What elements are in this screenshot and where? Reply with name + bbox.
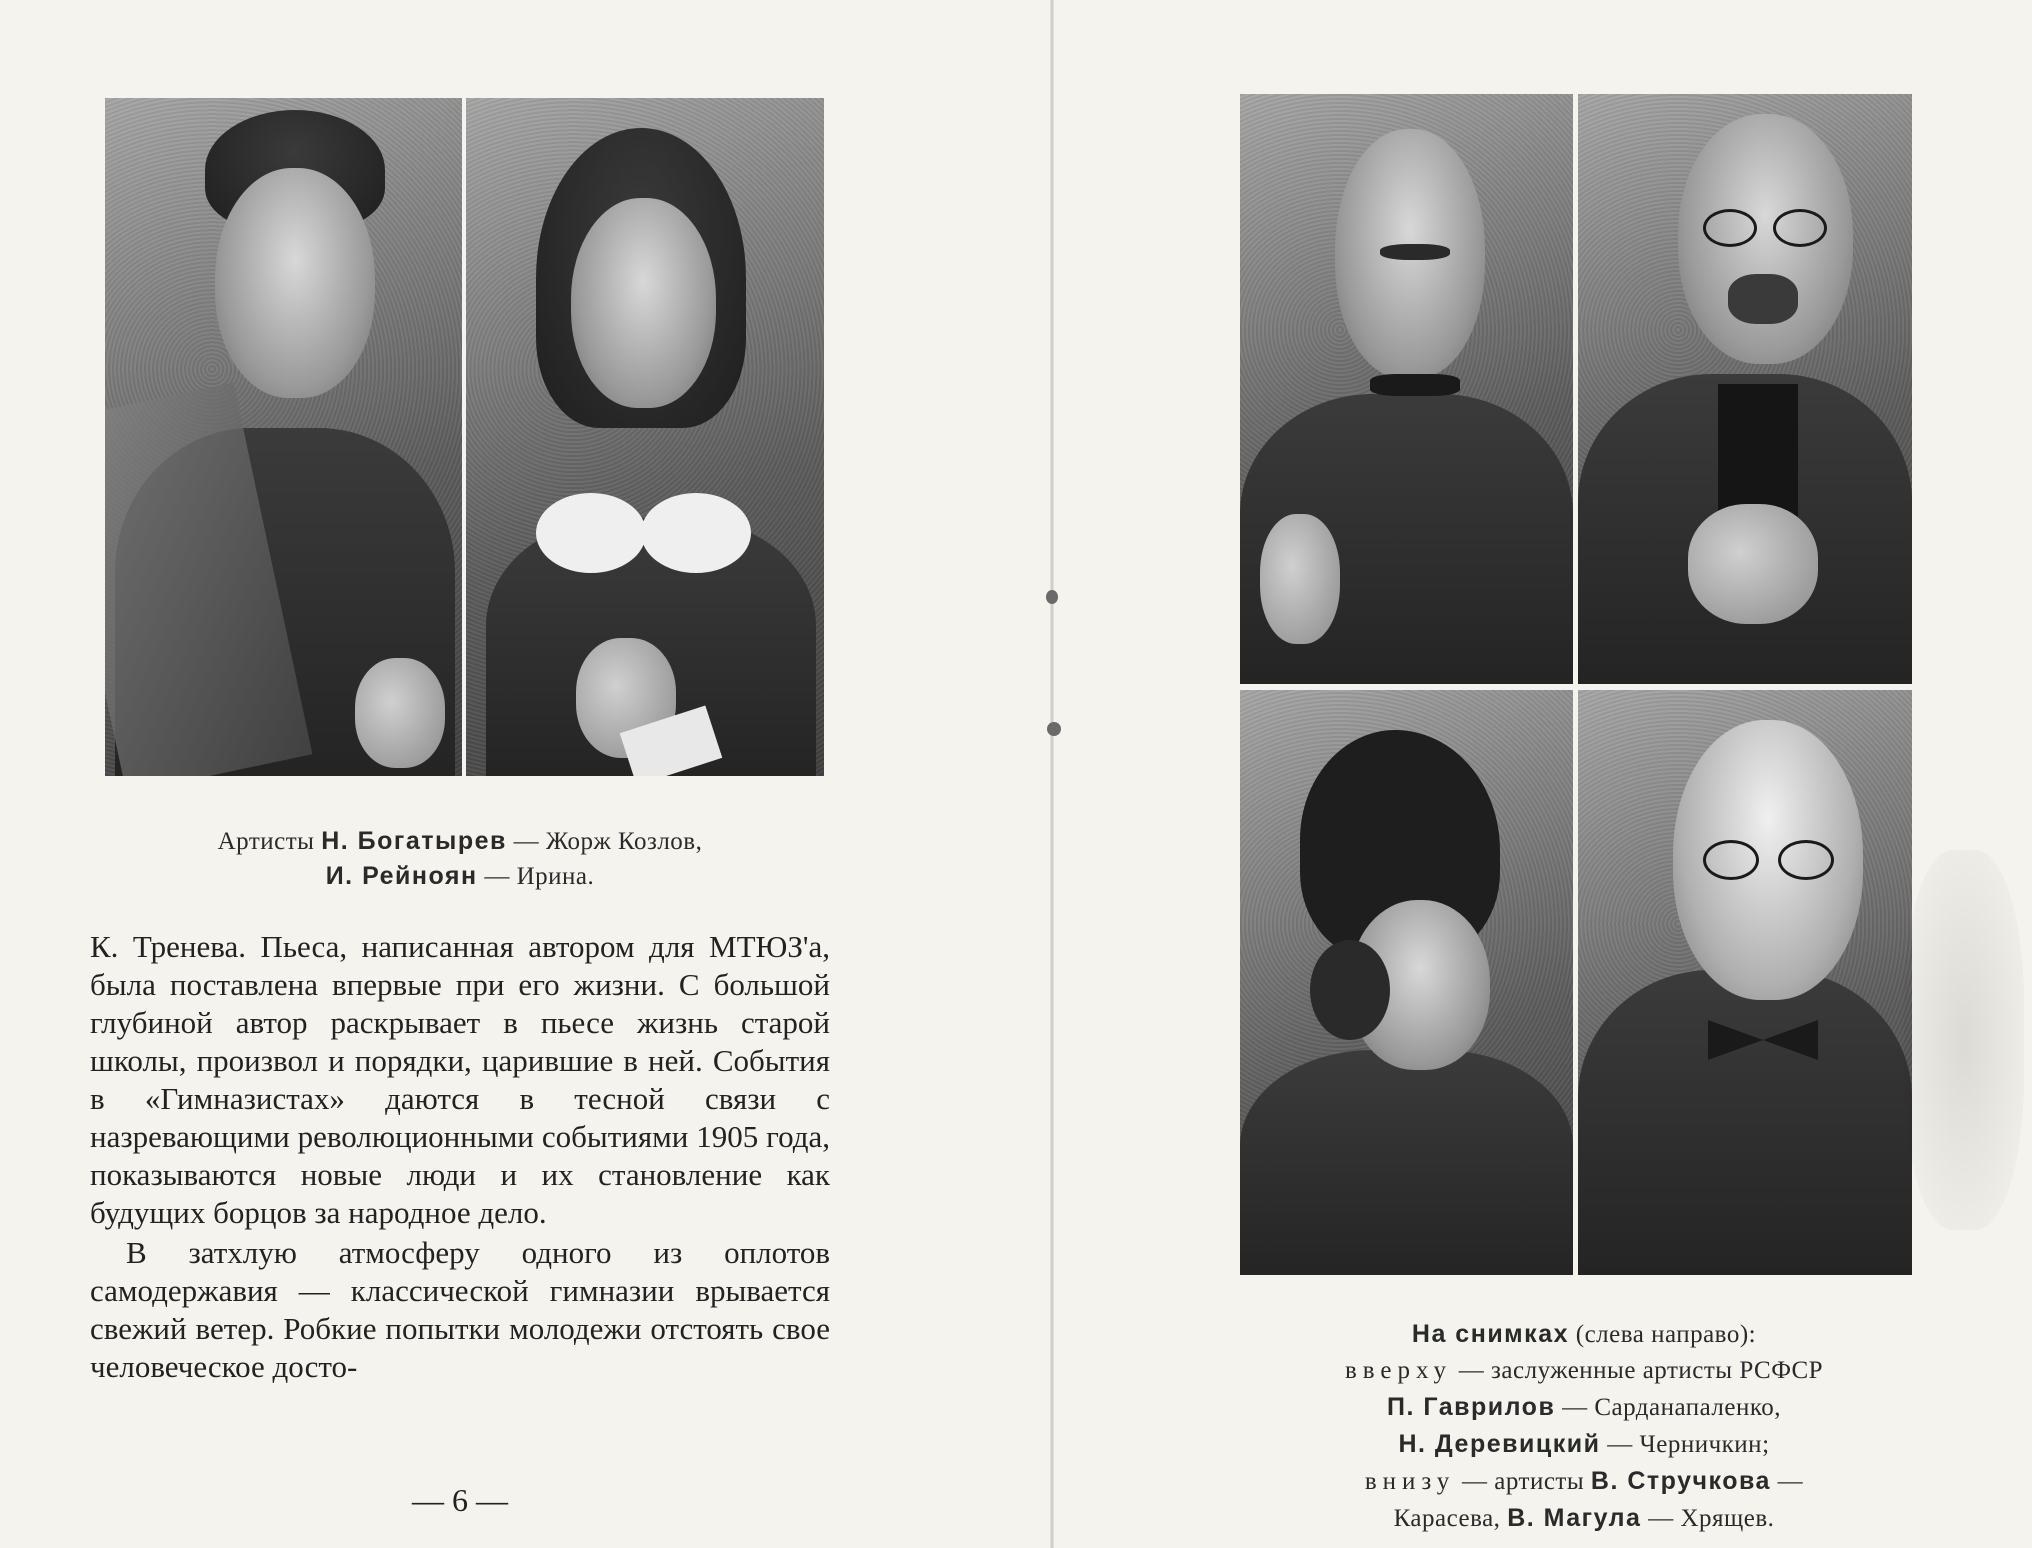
caption-actor: Н. Богатырев bbox=[321, 827, 507, 855]
caption-role: Сарданапаленко, bbox=[1594, 1394, 1781, 1421]
caption-role: Ирина. bbox=[516, 863, 595, 890]
photo-bogatyrev bbox=[105, 98, 462, 776]
caption-role: Черничкин; bbox=[1639, 1431, 1770, 1458]
caption-top-label: вверху bbox=[1344, 1357, 1453, 1384]
caption-heading: На снимках bbox=[1411, 1320, 1569, 1348]
caption-role: Хрящев. bbox=[1680, 1505, 1775, 1532]
caption-bottom-label: внизу bbox=[1364, 1468, 1456, 1495]
right-page bbox=[1054, 0, 2032, 1548]
caption-actor: В. Стручкова bbox=[1590, 1467, 1771, 1495]
caption-role: Карасева, bbox=[1393, 1505, 1501, 1532]
caption-heading-note: (слева направо): bbox=[1575, 1321, 1757, 1348]
caption-actor: И. Рейноян bbox=[325, 862, 478, 890]
photo-reynoyan bbox=[466, 98, 824, 776]
caption-actor: В. Магула bbox=[1507, 1504, 1642, 1532]
paper-stain bbox=[1904, 850, 2024, 1230]
photo-magula bbox=[1578, 690, 1912, 1275]
staple-mark bbox=[1046, 590, 1058, 604]
paragraph: К. Тренева. Пьеса, написанная автором для МТЮЗ'а, была поставлена впервые при его жизни. С большой глубиной автор раскрывает в пьесе жизнь старой школы, произвол и порядки, царившие в ней. События в «Гимназистах» даются в тесной связи с назревающими революционными событиями 1905 года, показываются новые люди и их становление как будущих борцов за народное дело. bbox=[90, 929, 830, 1230]
caption-dash: — bbox=[1648, 1505, 1674, 1532]
body-text bbox=[90, 928, 830, 1386]
paragraph: В затхлую атмосферу одного из оплотов самодержавия — классической гимназии врывается свежий ветер. Робкие попытки молодежи отстоять свое человеческое досто- bbox=[90, 1235, 830, 1384]
caption-prefix: Артисты bbox=[217, 828, 315, 855]
photo-derevitsky bbox=[1578, 94, 1912, 684]
caption-dash: — bbox=[1562, 1394, 1588, 1421]
right-photo-caption bbox=[1194, 1316, 1974, 1537]
left-photo-caption bbox=[90, 824, 830, 894]
caption-actor: Н. Деревицкий bbox=[1398, 1430, 1601, 1458]
page-number: — 6 — bbox=[412, 1482, 508, 1518]
caption-dash: — bbox=[1607, 1431, 1633, 1458]
caption-dash: — bbox=[513, 828, 540, 855]
photo-struchkova bbox=[1240, 690, 1573, 1275]
caption-top-text: — заслуженные артисты РСФСР bbox=[1458, 1357, 1824, 1384]
staple-mark bbox=[1047, 722, 1061, 736]
photo-gavrilov bbox=[1240, 94, 1573, 684]
caption-bottom-text: — артисты bbox=[1462, 1468, 1585, 1495]
caption-role: Жорж Козлов, bbox=[545, 828, 703, 855]
caption-actor: П. Гаврилов bbox=[1387, 1393, 1556, 1421]
caption-dash: — bbox=[484, 863, 510, 890]
caption-dash: — bbox=[1777, 1468, 1804, 1495]
